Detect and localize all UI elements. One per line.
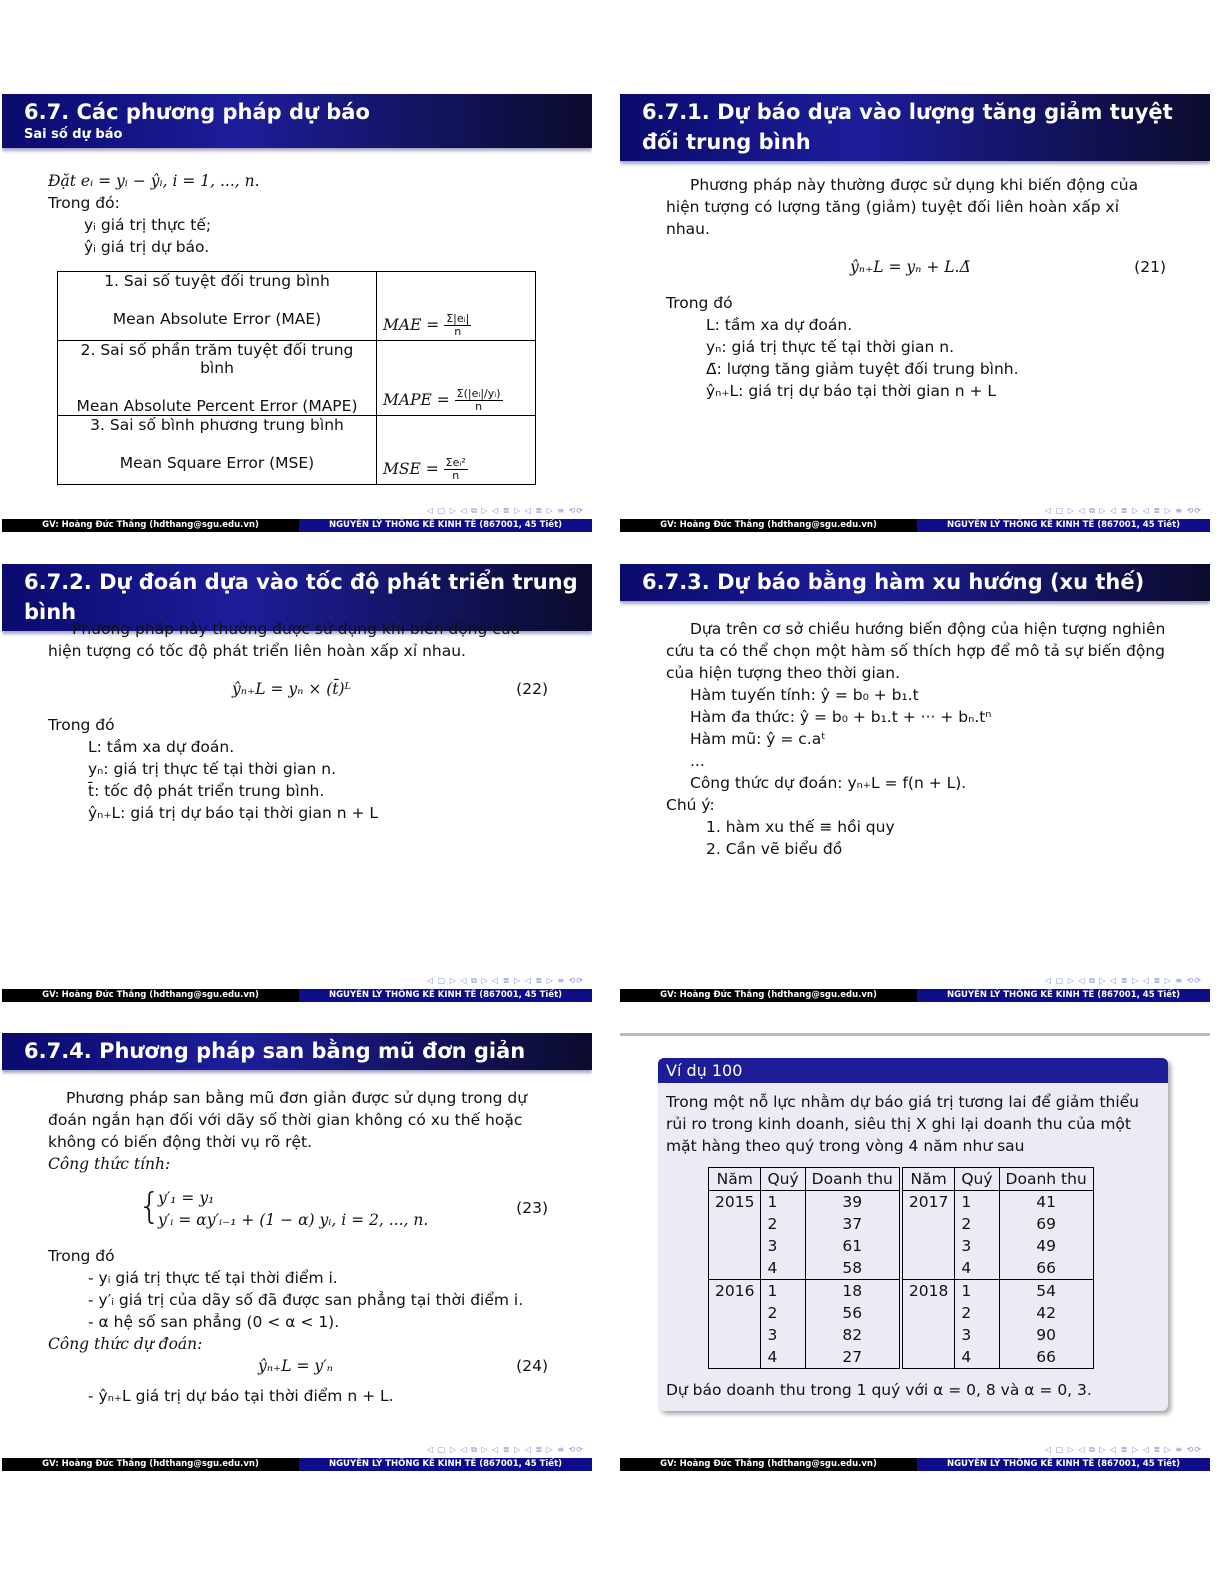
formula: ŷₙ₊L = y′ₙ (258, 1357, 333, 1375)
table-row: 2016 1 18 2018 1 54 (709, 1280, 1094, 1303)
slide-4 (620, 564, 1210, 1004)
list-item: L: tầm xa dự đoán. (88, 738, 235, 756)
where-label: Trong đó (666, 294, 733, 312)
table-row: 2 37 2 69 (709, 1213, 1094, 1235)
slide-footer: GV: Hoàng Đức Thắng (hdthang@sgu.edu.vn) NGUYÊN LÝ THỐNG KÊ KINH TẾ (867001, 45 Tiết) (620, 989, 1210, 1002)
list-item: - α hệ số san phẳng (0 < α < 1). (88, 1313, 340, 1331)
beamer-nav-icons[interactable]: ◁ ▢ ▷ ◁ ⧉ ▷ ◁ ≣ ▷ ◁ ≣ ▷ ≡ ⟲⟳ (1044, 1445, 1202, 1454)
slide-body (48, 170, 260, 258)
fraction: $\frac{\text{Σ(|eᵢ|/yᵢ)}}{n}$ (456, 387, 501, 413)
forecast-value-line: ŷᵢ giá trị dự báo. (84, 238, 210, 256)
error-table (57, 271, 536, 485)
actual-value-line: yᵢ giá trị thực tế; (84, 216, 212, 234)
equation-number: (22) (516, 680, 548, 698)
formula-row (666, 248, 1166, 288)
list-item: Hàm tuyến tính: ŷ = b₀ + b₁.t (690, 686, 919, 704)
list-item: ŷₙ₊L: giá trị dự báo tại thời gian n + L (706, 382, 997, 400)
where-label: Trong đó: (48, 194, 120, 212)
definition-line: Đặt eᵢ = yᵢ − ŷᵢ, i = 1, ..., n. (48, 172, 260, 190)
equation-number: (23) (516, 1199, 548, 1217)
slide-3 (2, 564, 592, 1004)
formula-row (48, 1355, 548, 1385)
table-row: 3 82 3 90 (709, 1324, 1094, 1346)
paragraph: Dựa trên cơ sở chiều hướng biến động của hiện tượng nghiên cứu ta có thể chọn một hàm số thích hợp để mô tả sự biến động của hiện tượng theo thời gian. (666, 620, 1166, 682)
table-row: 2015 1 39 2017 1 41 (709, 1191, 1094, 1214)
list-item: Δ̄: lượng tăng giảm tuyệt đối trung bình. (706, 360, 1019, 378)
note-item: 2. Cần vẽ biểu đồ (706, 840, 843, 858)
list-item: ... (690, 752, 705, 770)
brace: { (138, 1186, 161, 1227)
paragraph: Trong một nỗ lực nhằm dự báo giá trị tương lai để giảm thiểu rủi ro trong kinh doanh, siêu thị X ghi lại doanh thu của một mặt hàng theo quý trong vòng 4 năm như sau (666, 1093, 1140, 1155)
note-label: Chú ý: (666, 796, 715, 814)
table-header-row: Năm Quý Doanh thu Năm Quý Doanh thu (709, 1168, 1094, 1191)
block-body (658, 1083, 1168, 1411)
list-item: Hàm mũ: ŷ = c.aᵗ (690, 730, 826, 748)
slide-title-bar (2, 1033, 592, 1070)
table-cell: MAPE = $\frac{\text{Σ(|eᵢ|/yᵢ)}}{n}$ (377, 341, 536, 416)
slide-title: 6.7.4. Phương pháp san bằng mũ đơn giản (24, 1039, 526, 1063)
question: Dự báo doanh thu trong 1 quý với α = 0, 8 và α = 0, 3. (666, 1381, 1092, 1399)
formula: y′ᵢ = αy′ᵢ₋₁ + (1 − α) yᵢ, i = 2, ..., n. (158, 1211, 429, 1229)
table-cell: 1. Sai số tuyệt đối trung bình Mean Absolute Error (MAE) (58, 272, 377, 341)
slide-title: 6.7.2. Dự đoán dựa vào tốc độ phát triển trung bình (24, 570, 578, 624)
slide-subtitle: Sai số dự báo (24, 127, 123, 142)
slide-footer: GV: Hoàng Đức Thắng (hdthang@sgu.edu.vn) NGUYÊN LÝ THỐNG KÊ KINH TẾ (867001, 45 Tiết) (2, 1458, 592, 1471)
slide-footer: GV: Hoàng Đức Thắng (hdthang@sgu.edu.vn) NGUYÊN LÝ THỐNG KÊ KINH TẾ (867001, 45 Tiết) (620, 519, 1210, 532)
beamer-nav-icons[interactable]: ◁ ▢ ▷ ◁ ⧉ ▷ ◁ ≣ ▷ ◁ ≣ ▷ ≡ ⟲⟳ (1044, 506, 1202, 515)
slide-footer: GV: Hoàng Đức Thắng (hdthang@sgu.edu.vn) NGUYÊN LÝ THỐNG KÊ KINH TẾ (867001, 45 Tiết) (2, 989, 592, 1002)
slide-5 (2, 1033, 592, 1473)
beamer-nav-icons[interactable]: ◁ ▢ ▷ ◁ ⧉ ▷ ◁ ≣ ▷ ◁ ≣ ▷ ≡ ⟲⟳ (1044, 976, 1202, 985)
list-item: ŷₙ₊L: giá trị dự báo tại thời gian n + L (88, 804, 379, 822)
slide-2 (620, 94, 1210, 534)
fraction: $\frac{\text{Σeᵢ²}}{n}$ (445, 456, 466, 482)
note-item: 1. hàm xu thế ≡ hồi quy (706, 818, 895, 836)
slide-body (48, 618, 548, 824)
table-row (58, 416, 536, 485)
slide-title: 6.7.1. Dự báo dựa vào lượng tăng giảm tuyệt đối trung bình (642, 100, 1173, 154)
slide-title: 6.7.3. Dự báo bằng hàm xu hướng (xu thế) (642, 570, 1145, 594)
formula-row (48, 1181, 548, 1239)
calc-label: Công thức tính: (48, 1155, 171, 1173)
beamer-nav-icons[interactable]: ◁ ▢ ▷ ◁ ⧉ ▷ ◁ ≣ ▷ ◁ ≣ ▷ ≡ ⟲⟳ (426, 976, 584, 985)
table-cell: 3. Sai số bình phương trung bình Mean Square Error (MSE) (58, 416, 377, 485)
table-row: 4 58 4 66 (709, 1257, 1094, 1280)
paragraph: Phương pháp này thường được sử dụng khi biến động của hiện tượng có tốc độ phát triển liên hoàn xấp xỉ nhau. (48, 620, 521, 660)
table-cell: MAE = $\frac{\text{Σ|eᵢ|}}{n}$ (377, 272, 536, 341)
example-block (658, 1058, 1168, 1411)
forecast-label: Công thức dự đoán: (48, 1335, 203, 1353)
formula: y′₁ = y₁ (158, 1189, 215, 1207)
formula: ŷₙ₊L = yₙ + L.Δ̄ (850, 258, 971, 276)
slide-1 (2, 94, 592, 534)
slide-title-bar (620, 94, 1210, 161)
list-item: Hàm đa thức: ŷ = b₀ + b₁.t + ··· + bₙ.tⁿ (690, 708, 992, 726)
table-cell: 2. Sai số phần trăm tuyệt đối trung bình Mean Absolute Percent Error (MAPE) (58, 341, 377, 416)
table-row: 2 56 2 42 (709, 1302, 1094, 1324)
list-item: L: tầm xa dự đoán. (706, 316, 853, 334)
table-row (58, 341, 536, 416)
list-item: t̄: tốc độ phát triển trung bình. (88, 782, 325, 800)
revenue-table (708, 1167, 1094, 1369)
table-row: 3 61 3 49 (709, 1235, 1094, 1257)
beamer-nav-icons[interactable]: ◁ ▢ ▷ ◁ ⧉ ▷ ◁ ≣ ▷ ◁ ≣ ▷ ≡ ⟲⟳ (426, 1445, 584, 1454)
block-title: Ví dụ 100 (658, 1058, 1168, 1083)
slide-body (666, 618, 1166, 860)
where-label: Trong đó (48, 716, 115, 734)
table-row: 4 27 4 66 (709, 1346, 1094, 1369)
equation-number: (24) (516, 1357, 548, 1375)
list-item: yₙ: giá trị thực tế tại thời gian n. (706, 338, 955, 356)
slide-title: 6.7. Các phương pháp dự báo (24, 100, 370, 124)
where-label: Trong đó (48, 1247, 115, 1265)
slide-body (666, 174, 1166, 402)
beamer-nav-icons[interactable]: ◁ ▢ ▷ ◁ ⧉ ▷ ◁ ≣ ▷ ◁ ≣ ▷ ≡ ⟲⟳ (426, 506, 584, 515)
list-item: - y′ᵢ giá trị của dãy số đã được san phẳng tại thời điểm i. (88, 1291, 524, 1309)
slide-title-bar (620, 564, 1210, 601)
slide-body (48, 1087, 548, 1407)
paragraph: Phương pháp san bằng mũ đơn giản được sử dụng trong dự đoán ngắn hạn đối với dãy số thời gian không có xu thế hoặc không có biến động thời vụ rõ rệt. (48, 1089, 528, 1151)
list-item: - ŷₙ₊L giá trị dự báo tại thời điểm n + L. (88, 1387, 394, 1405)
list-item: Công thức dự đoán: yₙ₊L = f(n + L). (690, 774, 967, 792)
formula-row (48, 670, 548, 710)
slide-footer: GV: Hoàng Đức Thắng (hdthang@sgu.edu.vn) NGUYÊN LÝ THỐNG KÊ KINH TẾ (867001, 45 Tiết) (2, 519, 592, 532)
slide-footer: GV: Hoàng Đức Thắng (hdthang@sgu.edu.vn) NGUYÊN LÝ THỐNG KÊ KINH TẾ (867001, 45 Tiết) (620, 1458, 1210, 1471)
paragraph: Phương pháp này thường được sử dụng khi biến động của hiện tượng có lượng tăng (giảm) tuyệt đối liên hoàn xấp xỉ nhau. (666, 176, 1139, 238)
slide-title-bar (2, 94, 592, 148)
equation-number: (21) (1134, 258, 1166, 276)
list-item: - yᵢ giá trị thực tế tại thời điểm i. (88, 1269, 338, 1287)
fraction: $\frac{\text{Σ|eᵢ|}}{n}$ (446, 312, 470, 338)
slide-6 (620, 1033, 1210, 1473)
title-divider (620, 1033, 1210, 1036)
formula: ŷₙ₊L = yₙ × (t̄)ᴸ (232, 680, 352, 698)
list-item: yₙ: giá trị thực tế tại thời gian n. (88, 760, 337, 778)
table-cell: MSE = $\frac{\text{Σeᵢ²}}{n}$ (377, 416, 536, 485)
table-row (58, 272, 536, 341)
